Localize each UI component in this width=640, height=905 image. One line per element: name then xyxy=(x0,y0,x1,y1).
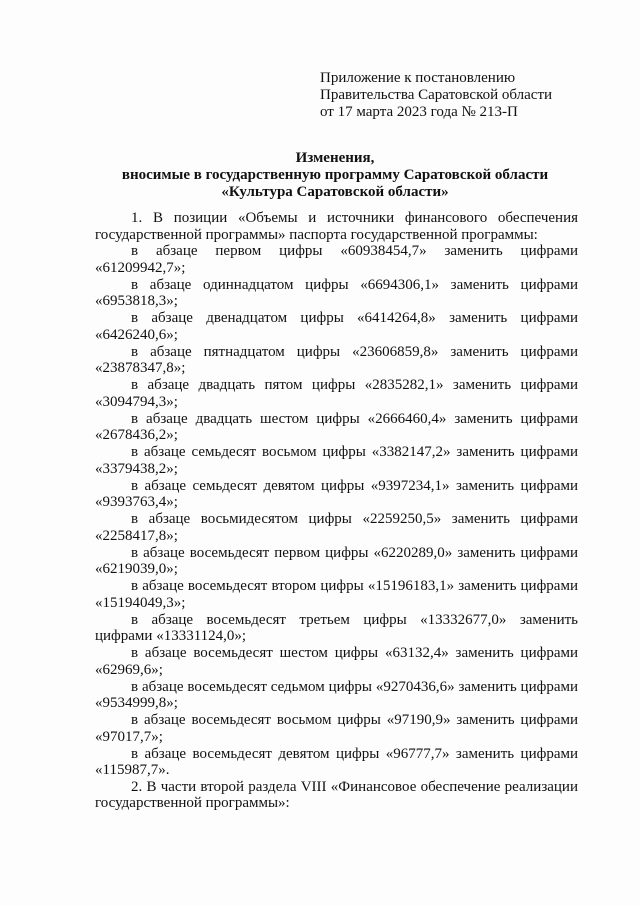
list-item: в абзаце семьдесят восьмом цифры «3382147,2» заменить цифрами «3379438,2»; xyxy=(95,444,578,477)
list-item: в абзаце восемьдесят третьем цифры «13332677,0» заменить цифрами «13331124,0»; xyxy=(95,611,578,644)
title-line-3: «Культура Саратовской области» xyxy=(221,184,449,200)
list-item: в абзаце семьдесят девятом цифры «9397234,1» заменить цифрами «9393763,4»; xyxy=(95,477,578,510)
document-body xyxy=(95,210,578,812)
list-item: в абзаце восемьдесят восьмом цифры «97190,9» заменить цифрами «97017,7»; xyxy=(95,712,578,745)
header-line-1: Приложение к постановлению xyxy=(320,70,516,86)
list-item: в абзаце первом цифры «60938454,7» заменить цифрами «61209942,7»; xyxy=(95,243,578,276)
title-line-1: Изменения, xyxy=(295,150,375,166)
approval-header xyxy=(320,70,552,121)
list-item: в абзаце одиннадцатом цифры «6694306,1» заменить цифрами «6953818,3»; xyxy=(95,276,578,309)
title-line-2: вносимые в государственную программу Саратовской области xyxy=(121,167,549,183)
document-title xyxy=(60,150,610,201)
list-item: в абзаце двенадцатом цифры «6414264,8» заменить цифрами «6426240,6»; xyxy=(95,310,578,343)
list-item: в абзаце восемьдесят седьмом цифры «9270436,6» заменить цифрами «9534999,8»; xyxy=(95,678,578,711)
paragraph-1: 1. В позиции «Объемы и источники финансового обеспечения государственной программы» паспорта государственной программы: xyxy=(95,210,578,243)
list-item: в абзаце двадцать шестом цифры «2666460,4» заменить цифрами «2678436,2»; xyxy=(95,410,578,443)
header-line-2: Правительства Саратовской области xyxy=(320,87,553,103)
list-item: в абзаце восемьдесят первом цифры «6220289,0» заменить цифрами «6219039,0»; xyxy=(95,544,578,577)
list-item: в абзаце двадцать пятом цифры «2835282,1» заменить цифрами «3094794,3»; xyxy=(95,377,578,410)
header-line-3: от 17 марта 2023 года № 213-П xyxy=(320,104,518,120)
list-item: в абзаце восьмидесятом цифры «2259250,5» заменить цифрами «2258417,8»; xyxy=(95,511,578,544)
list-item: в абзаце восемьдесят девятом цифры «96777,7» заменить цифрами «115987,7». xyxy=(95,745,578,778)
paragraph-2: 2. В части второй раздела VIII «Финансовое обеспечение реализации государственной программы»: xyxy=(95,778,578,811)
list-item: в абзаце восемьдесят втором цифры «15196183,1» заменить цифрами «15194049,3»; xyxy=(95,578,578,611)
list-item: в абзаце восемьдесят шестом цифры «63132,4» заменить цифрами «62969,6»; xyxy=(95,645,578,678)
list-item: в абзаце пятнадцатом цифры «23606859,8» заменить цифрами «23878347,8»; xyxy=(95,343,578,376)
